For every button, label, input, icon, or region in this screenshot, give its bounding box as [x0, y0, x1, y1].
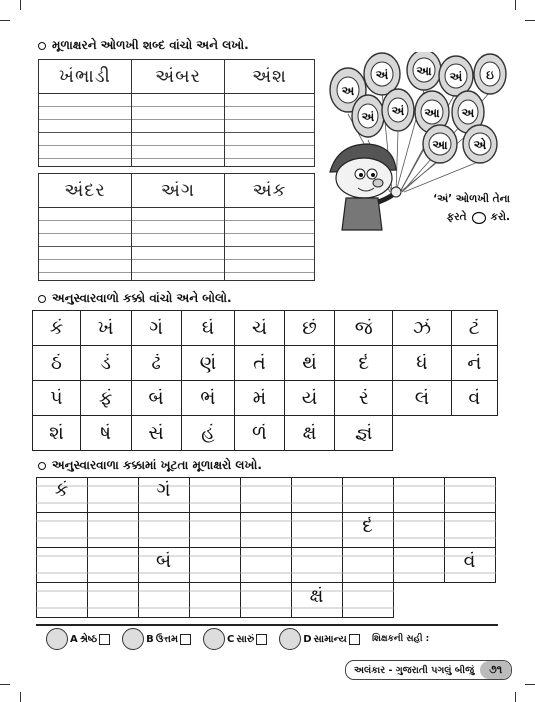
teacher-signature-label: શિક્ષકની સહી :: [372, 634, 430, 644]
child-figure: [330, 144, 401, 230]
crop-mark: [20, 0, 21, 10]
section3-title: અનુસ્વારવાળા કક્કામાં ખૂટતા મૂળાક્ષરો લખો.: [52, 458, 262, 472]
table-row: [33, 311, 498, 346]
crop-mark: [515, 0, 516, 10]
balloon-letter[interactable]: અં: [449, 70, 463, 84]
letter-cell: થં: [284, 346, 335, 381]
smiley-icon: [122, 628, 144, 650]
section2-title: અનુસ્વારવાળો કક્કો વાંચો અને બોલો.: [52, 291, 232, 305]
word-cell: ખંભાડી: [39, 60, 132, 93]
grade-letter: B: [146, 633, 154, 645]
letter-cell: રં: [335, 381, 393, 416]
crop-mark: [20, 692, 21, 702]
word-cell: અંબર: [132, 60, 225, 93]
smiley-icon: [279, 628, 301, 650]
given-letter: વં: [463, 550, 476, 572]
section1-heading: [38, 38, 249, 53]
letter-cell: મં: [235, 381, 284, 416]
grade-a: [46, 628, 110, 650]
grade-checkbox[interactable]: [256, 634, 267, 645]
instruction-line3: કરો.: [490, 211, 510, 223]
letter-cell: તં: [235, 346, 284, 381]
writing-lines[interactable]: [39, 94, 132, 167]
grade-letter: A: [70, 633, 78, 645]
grade-label: સારું: [236, 633, 255, 645]
given-letter: બં: [155, 550, 172, 572]
grade-letter: D: [303, 633, 312, 645]
letter-cell: જં: [335, 311, 393, 346]
letter-cell: ણં: [181, 346, 235, 381]
grade-checkbox[interactable]: [349, 634, 360, 645]
book-title: અલંકાર - ગુજરાતી પગલું બીજું: [354, 664, 475, 676]
bullet-icon: [38, 295, 46, 303]
grid-lines: [36, 477, 496, 619]
balloon-letter[interactable]: અં: [391, 104, 405, 118]
word-cell: અંગ: [132, 174, 225, 207]
letter-cell: કં: [33, 311, 81, 346]
word-cell: અંક: [252, 180, 287, 201]
section1-title: મૂળાક્ષરને ઓળખી શબ્દ વાંચો અને લખો.: [52, 38, 249, 52]
letter-cell: ક્ષં: [284, 416, 335, 451]
letter-cell: છં: [284, 311, 335, 346]
grade-label: શ્રેષ્ઠ: [79, 633, 98, 645]
word-cell: અંદર: [39, 174, 132, 207]
bullet-icon: [38, 42, 46, 50]
crop-mark: [515, 692, 516, 702]
crop-mark: [0, 684, 10, 685]
letter-cell: ઝં: [393, 311, 451, 346]
letter-cell: સં: [131, 416, 181, 451]
letter-cell: ળં: [235, 416, 284, 451]
letter-cell: ષં: [80, 416, 131, 451]
footer-badge: [345, 660, 512, 680]
letter-cell: ગં: [131, 311, 181, 346]
grade-label: સામાન્ય: [313, 633, 347, 645]
word-cell: અંશ: [252, 66, 287, 87]
writing-lines[interactable]: [132, 208, 225, 281]
balloon-letter[interactable]: અં: [361, 110, 375, 124]
letter-cell: ભં: [181, 381, 235, 416]
balloon-letter[interactable]: આ: [424, 106, 440, 120]
smiley-icon: [203, 628, 225, 650]
letter-cell: ડં: [80, 346, 131, 381]
crop-mark: [525, 20, 535, 21]
letter-cell: ચં: [235, 311, 284, 346]
circle-icon: [471, 210, 487, 224]
given-letter: ગં: [156, 479, 171, 501]
table-row: [33, 416, 498, 451]
grade-label: ઉત્તમ: [155, 633, 179, 645]
given-letter: કં: [54, 479, 69, 501]
grade-d: [279, 628, 360, 650]
word-table-2: [38, 173, 315, 281]
grade-b: [122, 628, 191, 650]
instruction-line2: ફરતે: [446, 211, 467, 223]
letter-cell: ટં: [451, 311, 497, 346]
smiley-icon: [46, 628, 68, 650]
balloon-instruction: [418, 190, 510, 226]
letter-cell: ફં: [80, 381, 131, 416]
writing-lines[interactable]: [39, 208, 132, 281]
letter-cell: યં: [284, 381, 335, 416]
letter-cell: શં: [33, 416, 81, 451]
letter-cell: વં: [451, 381, 497, 416]
kakko-table: [32, 310, 498, 451]
writing-lines[interactable]: [132, 94, 225, 167]
letter-cell: ઘં: [181, 311, 235, 346]
grade-row: [46, 628, 360, 650]
given-letter: દં: [362, 515, 373, 537]
table-row: [33, 381, 498, 416]
letter-cell: નં: [451, 346, 497, 381]
balloon-letter[interactable]: અં: [375, 68, 389, 82]
section2-heading: [38, 291, 232, 306]
bullet-icon: [38, 462, 46, 470]
letter-cell: હં: [181, 416, 235, 451]
instruction-line1: ‘અં’ ઓળખી તેના: [433, 193, 510, 205]
letter-cell: જ્ઞં: [335, 416, 393, 451]
letter-cell: ધં: [393, 346, 451, 381]
letter-cell: ખં: [80, 311, 131, 346]
empty-cell: [393, 416, 451, 451]
balloon-letter[interactable]: એ: [473, 138, 487, 152]
grade-checkbox[interactable]: [180, 634, 191, 645]
letter-cell: ઠં: [33, 346, 81, 381]
word-table-1: [38, 59, 315, 167]
grade-letter: C: [227, 633, 235, 645]
given-letter: ક્ષં: [309, 585, 324, 607]
writing-lines[interactable]: [225, 208, 314, 281]
crop-mark: [525, 684, 535, 685]
balloon-letter[interactable]: ઇ: [486, 68, 494, 82]
table-row: [33, 346, 498, 381]
grade-c: [203, 628, 267, 650]
grade-checkbox[interactable]: [99, 634, 110, 645]
divider: [36, 624, 498, 626]
empty-cell: [451, 416, 497, 451]
crop-mark: [0, 20, 10, 21]
letter-cell: દં: [335, 346, 393, 381]
balloon-letter[interactable]: આ: [432, 138, 448, 152]
letter-cell: ઢં: [131, 346, 181, 381]
section3-heading: [38, 458, 262, 473]
balloon-letter[interactable]: અ: [461, 106, 475, 120]
balloon-letter[interactable]: અ: [341, 84, 355, 98]
balloon-letter[interactable]: આ: [416, 64, 432, 78]
letter-cell: પં: [33, 381, 81, 416]
letter-cell: બં: [131, 381, 181, 416]
letter-cell: લં: [393, 381, 451, 416]
page-number: ૭૧: [480, 661, 511, 679]
writing-lines[interactable]: [225, 94, 314, 167]
